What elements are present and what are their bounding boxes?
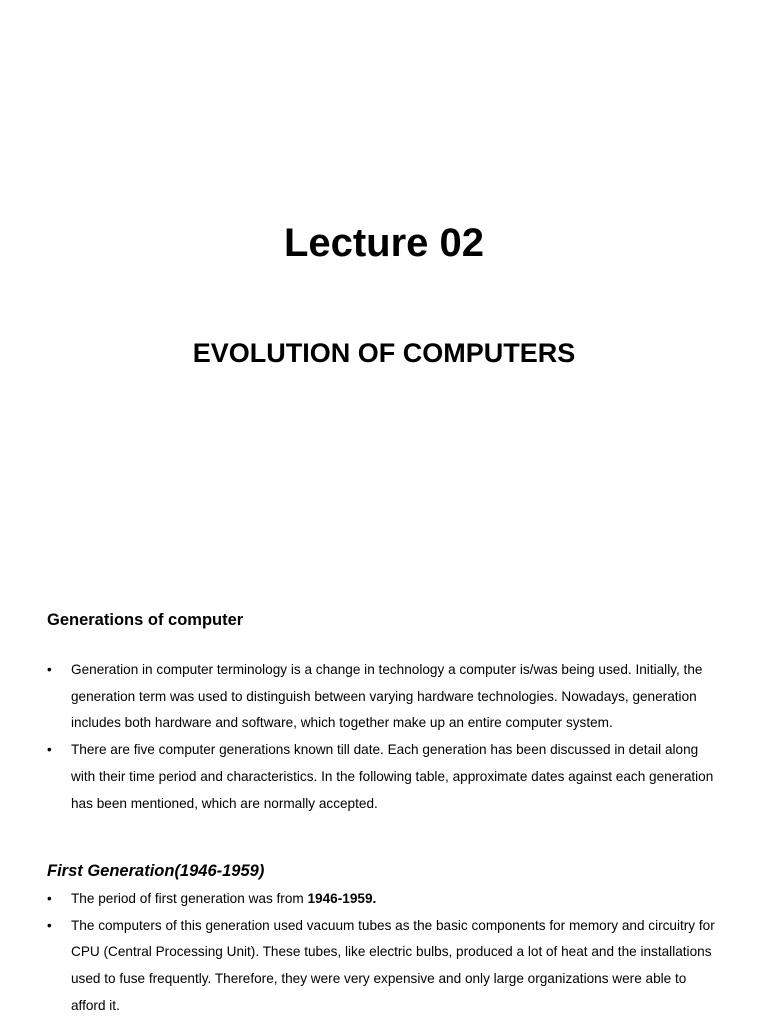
lecture-title: Lecture 02 bbox=[283, 221, 485, 265]
section-heading-first-generation: First Generation(1946-1959) bbox=[47, 862, 265, 880]
paragraph-line: used to fuse frequently. Therefore, they were very expensive and only large organizations were able to bbox=[71, 971, 687, 987]
bullet-marker: • bbox=[47, 742, 52, 758]
paragraph-line: The computers of this generation used vacuum tubes as the basic components for memory and circuitry for bbox=[71, 917, 715, 933]
period-years: 1946-1959. bbox=[307, 891, 377, 906]
paragraph-line: There are five computer generations known till date. Each generation has been discussed in detail along bbox=[71, 742, 699, 758]
paragraph-line: has been mentioned, which are normally accepted. bbox=[71, 795, 378, 811]
list-item bbox=[47, 886, 747, 913]
paragraph-line: Generation in computer terminology is a change in technology a computer is/was being used. Initially, the bbox=[71, 662, 703, 677]
list-item bbox=[47, 737, 747, 817]
bullet-marker: • bbox=[47, 891, 52, 906]
period-text: The period of first generation was from bbox=[71, 891, 308, 906]
paragraph-line: generation term was used to distinguish between varying hardware technologies. Nowadays, generation bbox=[71, 688, 697, 704]
bullet-marker: • bbox=[47, 662, 52, 677]
lecture-subtitle: EVOLUTION OF COMPUTERS bbox=[192, 338, 576, 368]
paragraph-line: CPU (Central Processing Unit). These tubes, like electric bulbs, produced a lot of heat and the installations bbox=[71, 944, 712, 960]
list-item bbox=[47, 657, 747, 737]
generations-bullet-list bbox=[47, 657, 747, 817]
paragraph-line bbox=[71, 886, 747, 913]
bullet-marker: • bbox=[47, 917, 52, 933]
paragraph-line: with their time period and characteristics. In the following table, approximate dates against each generation bbox=[71, 768, 714, 784]
section-heading-generations: Generations of computer bbox=[47, 611, 244, 629]
paragraph-line: includes both hardware and software, which together make up an entire computer system. bbox=[71, 715, 613, 731]
first-generation-bullet-list bbox=[47, 886, 747, 1020]
paragraph-line: afford it. bbox=[71, 997, 120, 1013]
list-item bbox=[47, 913, 747, 1020]
